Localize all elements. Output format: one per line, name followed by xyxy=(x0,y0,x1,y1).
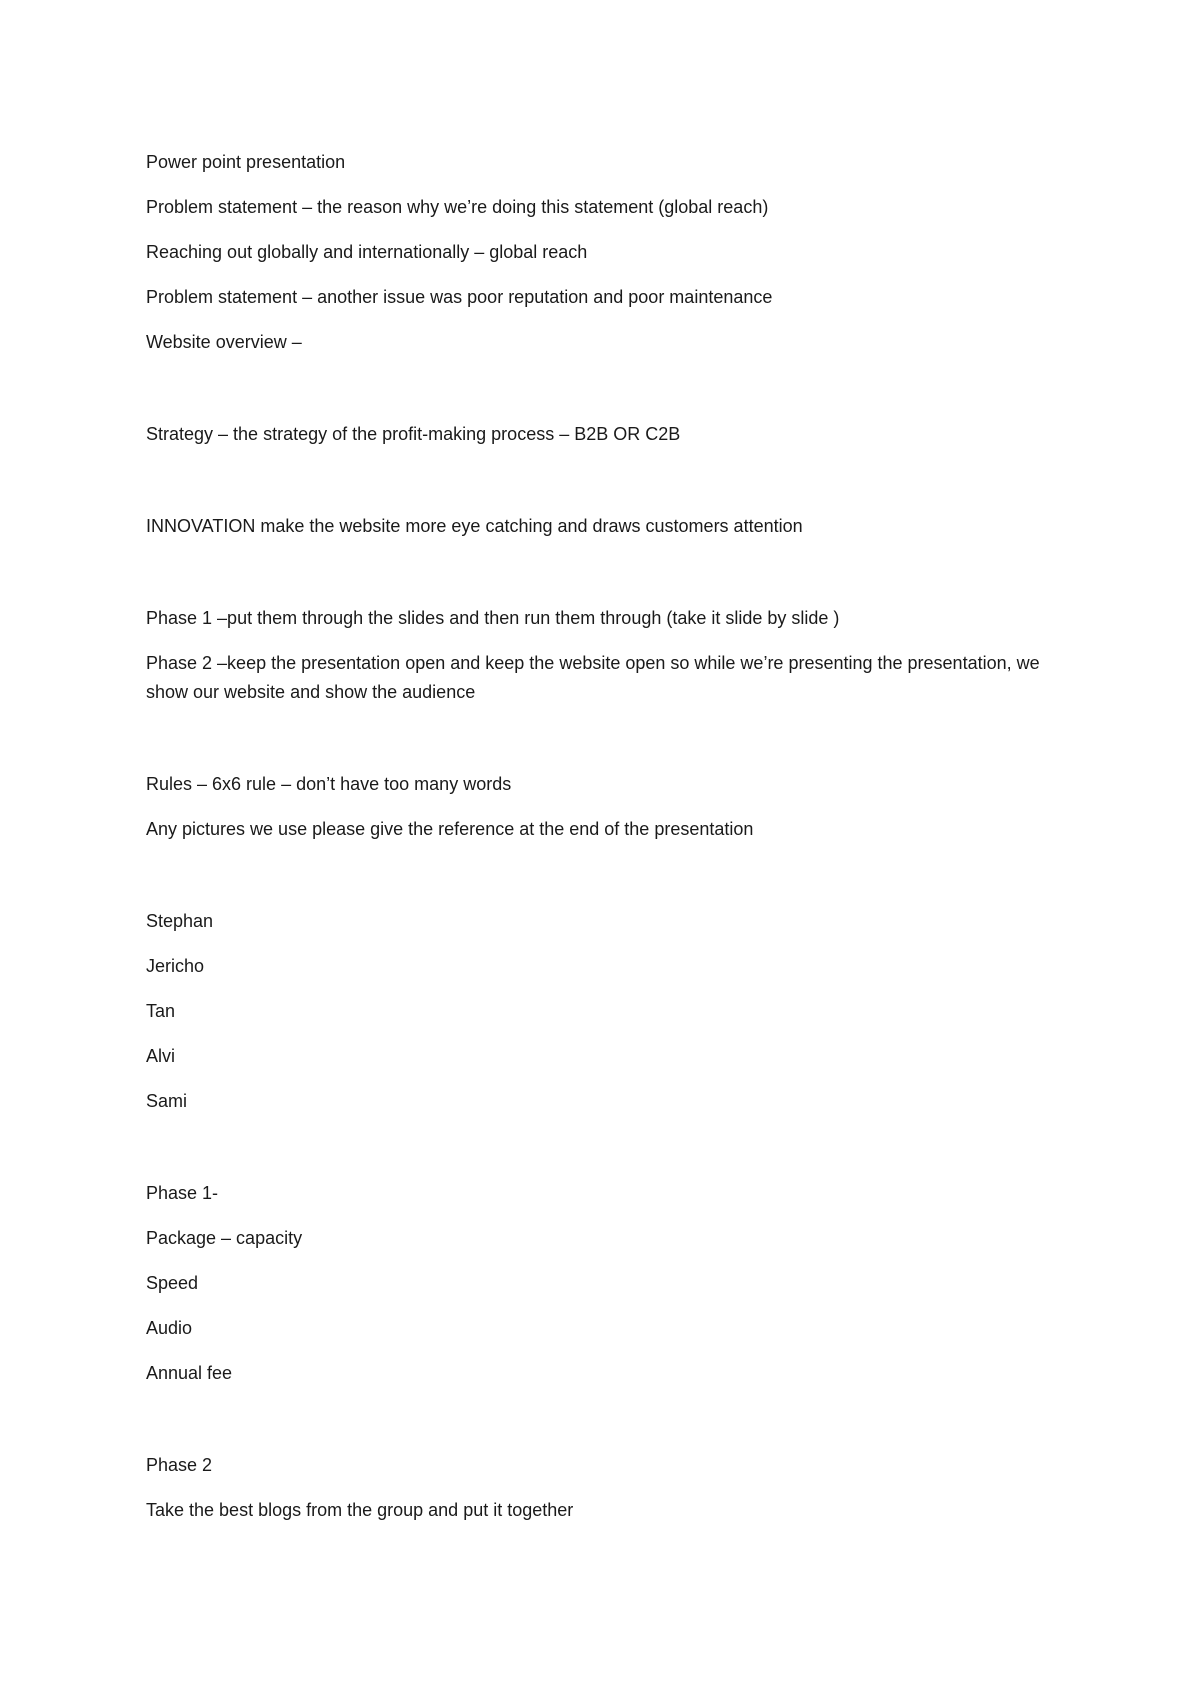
section-heading-phase-2: Phase 2 xyxy=(146,1455,213,1475)
line-strategy: Strategy – the strategy of the profit-making process – B2B OR C2B xyxy=(146,424,681,444)
phase-2-item: Take the best blogs from the group and put it together xyxy=(146,1500,574,1520)
member-name: Stephan xyxy=(146,911,214,931)
blank-line xyxy=(146,1404,1046,1451)
phase-1-item: Annual fee xyxy=(146,1363,233,1383)
member-name: Sami xyxy=(146,1091,188,1111)
document-body xyxy=(146,148,1046,1541)
blank-line xyxy=(146,465,1046,512)
blank-line xyxy=(146,557,1046,604)
line-phase-1-slides: Phase 1 –put them through the slides and then run them through (take it slide by slide ) xyxy=(146,608,840,628)
blank-line xyxy=(146,1132,1046,1179)
blank-line xyxy=(146,373,1046,420)
line-problem-statement-global-reach: Problem statement – the reason why we’re doing this statement (global reach) xyxy=(146,197,769,217)
member-name: Tan xyxy=(146,1001,176,1021)
blank-line xyxy=(146,860,1046,907)
member-name: Alvi xyxy=(146,1046,176,1066)
line-rules: Rules – 6x6 rule – don’t have too many words xyxy=(146,774,512,794)
line-pictures-reference: Any pictures we use please give the reference at the end of the presentation xyxy=(146,819,754,839)
phase-1-item: Audio xyxy=(146,1318,193,1338)
line-innovation: INNOVATION make the website more eye catching and draws customers attention xyxy=(146,516,803,536)
member-name: Jericho xyxy=(146,956,205,976)
line-reaching-out-globally: Reaching out globally and internationally – global reach xyxy=(146,242,588,262)
line-problem-statement-reputation: Problem statement – another issue was poor reputation and poor maintenance xyxy=(146,287,773,307)
phase-1-item: Speed xyxy=(146,1273,199,1293)
blank-line xyxy=(146,723,1046,770)
line-website-overview: Website overview – xyxy=(146,332,302,352)
line-phase-2-presentation: Phase 2 –keep the presentation open and keep the website open so while we’re presenting the presentation, we show our website and show the audience xyxy=(146,653,1045,702)
line-power-point-presentation: Power point presentation xyxy=(146,152,346,172)
phase-1-item: Package – capacity xyxy=(146,1228,303,1248)
section-heading-phase-1: Phase 1- xyxy=(146,1183,219,1203)
